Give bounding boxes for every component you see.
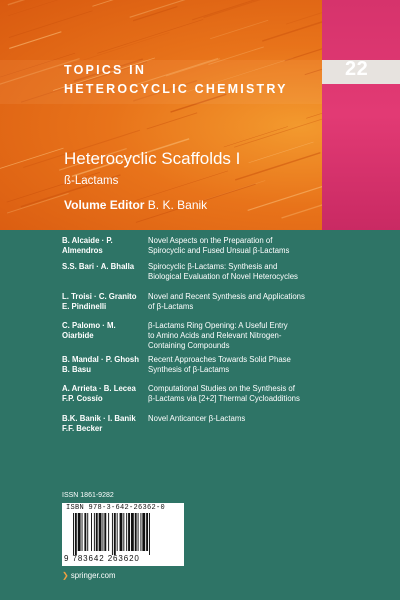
streak-line [192,0,268,20]
streak-line [210,20,268,39]
volume-editor-name: B. K. Banik [147,198,208,212]
streak-line [147,113,197,129]
title-line: Spirocyclic β-Lactams: Synthesis and [148,262,278,271]
streak-line [248,182,322,210]
decorative-streaks [0,0,322,230]
barcode-bar [91,513,92,551]
series-title-line2: HETEROCYCLIC CHEMISTRY [64,82,288,96]
author-line: F.F. Becker [62,424,103,433]
streak-line [224,126,288,147]
barcode-bar [78,513,81,551]
title-line: β-Lactams Ring Opening: A Useful Entry [148,321,288,330]
author-line: F.P. Cossío [62,394,103,403]
entry-title [148,236,368,256]
barcode-bar [117,513,118,551]
volume-editor-label: Volume Editor [64,198,145,212]
streak-line [7,193,68,213]
entry-title [148,414,368,424]
streak-line [9,32,61,49]
barcode-digits: 9 783642 263620 [64,554,140,563]
author-line: E. Pindinelli [62,302,107,311]
author-line: S.S. Bari · A. Bhalla [62,262,135,271]
barcode-bar [123,513,124,551]
title-line: of β-Lactams [148,302,194,311]
barcode-bar [128,513,130,551]
title-line: Novel and Recent Synthesis and Applications [148,292,305,301]
barcode [62,503,184,566]
entry-authors [62,292,142,312]
barcode-bars [72,513,180,555]
barcode-bar [94,513,95,551]
streak-line [148,0,213,12]
barcode-bar [149,513,150,555]
barcode-bar [102,513,103,551]
issn-number: ISSN 1861-9282 [62,492,114,499]
entry-title [148,292,368,312]
title-line: Novel Aspects on the Preparation of [148,236,273,245]
entry-authors [62,384,142,404]
barcode-bar [104,513,106,551]
author-line: L. Troisi · C. Granito [62,292,137,301]
streak-line [9,11,93,38]
author-line: B. Alcaide · P. Almendros [62,236,113,255]
volume-number: 22 [345,58,369,80]
barcode-bar [135,513,137,551]
barcode-bar [112,513,113,555]
streak-line [234,118,322,147]
author-line: B.K. Banik · I. Banik [62,414,136,423]
streak-line [8,0,96,5]
title-line: Spirocyclic and Fused Unsual β-Lactams [148,246,290,255]
barcode-bar [82,513,83,551]
entry-authors [62,262,142,272]
title-line: β-Lactams via [2+2] Thermal Cycloadditions [148,394,300,403]
barcode-bar [146,513,148,551]
entry-title [148,355,368,375]
volume-editor [64,198,207,212]
author-line: B. Basu [62,365,92,374]
title-line: Synthesis of β-Lactams [148,365,230,374]
streak-line [235,153,320,180]
barcode-bar [131,513,134,551]
barcode-bar [96,513,98,551]
barcode-bar [114,513,116,555]
entry-title [148,262,368,282]
isbn-text: ISBN 978-3-642-26362-0 [66,504,166,512]
publisher-url: springer.com [70,571,116,580]
barcode-bar [75,513,77,555]
entry-authors [62,236,142,256]
author-line: C. Palomo · M. Oiarbide [62,321,116,340]
streak-line [0,148,63,174]
entry-authors [62,414,142,434]
streak-line [97,19,203,53]
series-title [64,61,288,99]
volume-accent-stripe [322,0,400,230]
title-line: Biological Evaluation of Novel Heterocycles [148,272,298,281]
streak-line [249,142,314,163]
barcode-bar [108,513,109,551]
orange-header-panel [0,0,400,230]
series-title-line1: TOPICS IN [64,63,147,77]
barcode-bar [87,513,88,551]
barcode-bar [73,513,74,555]
arrow-icon: ❯ [62,571,69,580]
author-line: B. Mandal · P. Ghosh [62,355,139,364]
streak-line [285,47,322,61]
barcode-bar [138,513,139,551]
title-line: to Amino Acids and Relevant Nitrogen- [148,331,282,340]
book-subtitle: ß-Lactams [64,175,119,187]
title-line: Recent Approaches Towards Solid Phase [148,355,291,364]
entry-title [148,321,368,351]
barcode-bar [84,513,86,551]
publisher-link[interactable] [62,571,116,580]
barcode-bar [142,513,145,551]
book-title: Heterocyclic Scaffolds I [64,149,241,168]
streak-line [135,171,228,201]
entry-title [148,384,368,404]
barcode-bar [120,513,123,551]
author-line: A. Arrieta · B. Lecea [62,384,136,393]
entry-authors [62,355,142,375]
streak-line [306,105,322,119]
title-line: Computational Studies on the Synthesis of [148,384,295,393]
streak-line [92,0,137,6]
title-line: Containing Compounds [148,341,230,350]
streak-line [286,0,322,24]
entry-authors [62,321,142,341]
barcode-bar [99,513,102,551]
barcode-bar [126,513,127,551]
title-line: Novel Anticancer β-Lactams [148,414,246,423]
streak-line [130,0,258,17]
barcode-bar [140,513,141,551]
